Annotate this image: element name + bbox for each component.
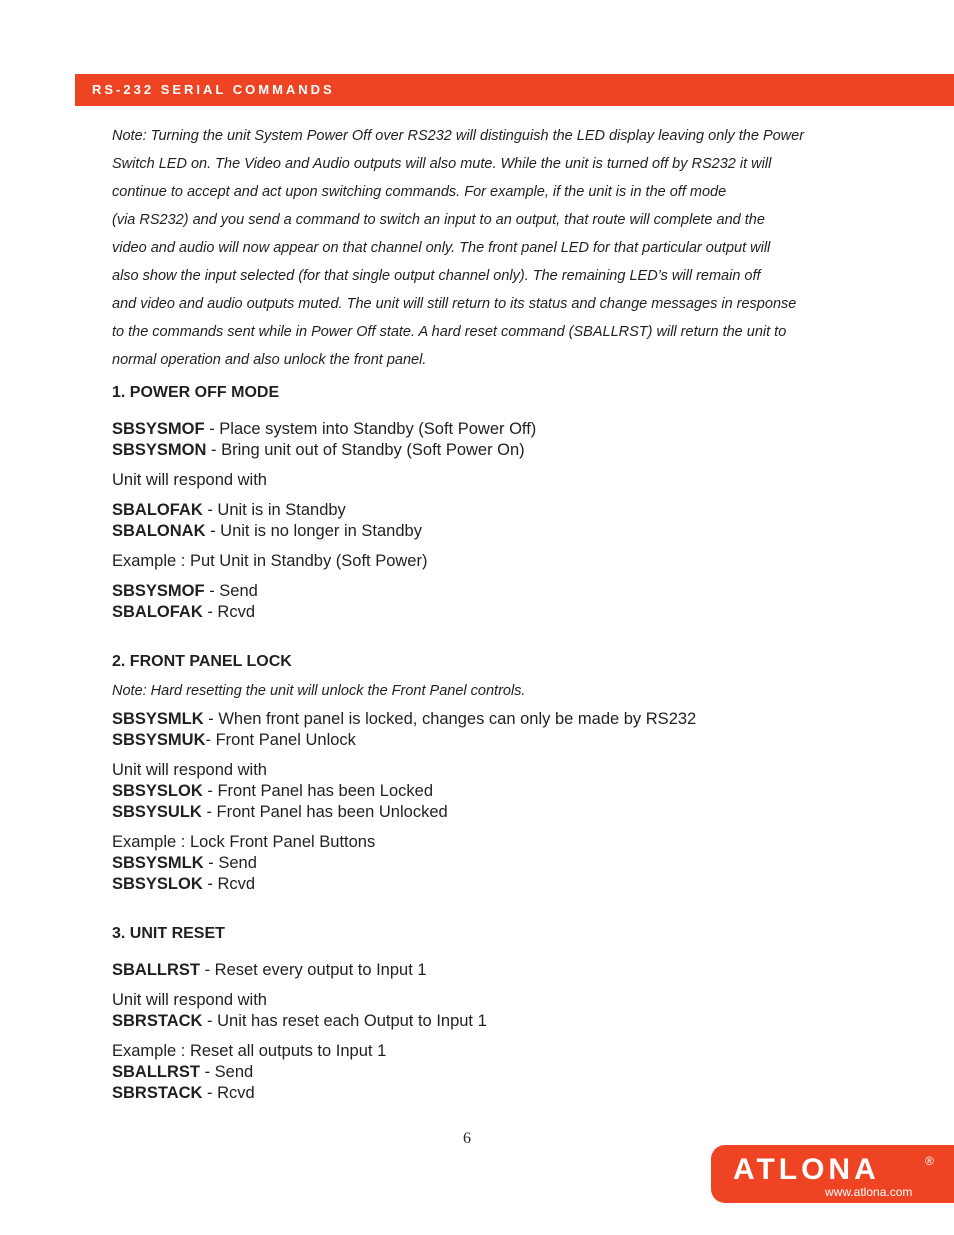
command-description: - Front Panel Unlock xyxy=(205,731,356,749)
response-code: SBALONAK xyxy=(112,522,206,540)
logo-wordmark: ATLONA xyxy=(733,1153,880,1186)
example-line xyxy=(112,1062,892,1083)
example-text: Example : Put Unit in Standby (Soft Power) xyxy=(112,552,428,570)
section-heading-unit-reset: 3. UNIT RESET xyxy=(112,925,225,942)
example-code: SBSYSLOK xyxy=(112,875,203,893)
response-description: - Unit has reset each Output to Input 1 xyxy=(202,1012,487,1030)
section-header-title: RS-232 SERIAL COMMANDS xyxy=(92,82,335,97)
response-code: SBSYSULK xyxy=(112,803,202,821)
example-description: - Send xyxy=(203,854,257,872)
command-code: SBSYSMUK xyxy=(112,731,206,749)
example-code: SBALLRST xyxy=(112,1063,200,1081)
response-description: - Front Panel has been Unlocked xyxy=(201,803,448,821)
respond-text: Unit will respond with xyxy=(112,761,267,779)
command-description: - Place system into Standby (Soft Power Off) xyxy=(204,420,537,438)
website-url: www.atlona.com xyxy=(825,1185,913,1199)
response-description: - Unit is no longer in Standby xyxy=(205,522,422,540)
command-line xyxy=(112,440,892,461)
intro-note xyxy=(112,122,892,374)
response-code: SBALOFAK xyxy=(112,501,203,519)
response-description: - Unit is in Standby xyxy=(202,501,346,519)
response-line xyxy=(112,500,892,521)
respond-text: Unit will respond with xyxy=(112,471,267,489)
example-description: - Rcvd xyxy=(202,875,256,893)
example-code: SBALOFAK xyxy=(112,603,203,621)
section-heading-front-panel-lock: 2. FRONT PANEL LOCK xyxy=(112,653,292,670)
example-text: Example : Lock Front Panel Buttons xyxy=(112,833,376,851)
command-code: SBSYSMOF xyxy=(112,420,205,438)
response-line xyxy=(112,802,892,823)
example-code: SBSYSMLK xyxy=(112,854,204,872)
example-description: - Send xyxy=(200,1063,254,1081)
example-code: SBSYSMOF xyxy=(112,582,205,600)
respond-text: Unit will respond with xyxy=(112,991,267,1009)
section-header-bar xyxy=(75,74,954,106)
example-line xyxy=(112,581,892,602)
command-description: - Reset every output to Input 1 xyxy=(200,961,427,979)
response-line xyxy=(112,1011,892,1032)
response-description: - Front Panel has been Locked xyxy=(202,782,434,800)
example-description: - Rcvd xyxy=(202,603,256,621)
command-line xyxy=(112,709,892,730)
example-line xyxy=(112,874,892,895)
intro-note-line: Note: Turning the unit System Power Off over RS232 will distinguish the LED display leaving only the Power xyxy=(112,128,805,144)
example-code: SBRSTACK xyxy=(112,1084,203,1102)
intro-note-line: continue to accept and act upon switching commands. For example, if the unit is in the off mode xyxy=(112,184,727,200)
command-code: SBSYSMON xyxy=(112,441,207,459)
response-code: SBRSTACK xyxy=(112,1012,203,1030)
response-line xyxy=(112,781,892,802)
command-description: - When front panel is locked, changes can only be made by RS232 xyxy=(203,710,697,728)
section-note: Note: Hard resetting the unit will unlock the Front Panel controls. xyxy=(112,683,526,699)
intro-note-line: Switch LED on. The Video and Audio outputs will also mute. While the unit is turned off by RS232 it will xyxy=(112,156,772,172)
command-line xyxy=(112,730,892,751)
intro-note-line: video and audio will now appear on that channel only. The front panel LED for that particular output will xyxy=(112,240,771,256)
example-description: - Rcvd xyxy=(202,1084,255,1102)
example-line xyxy=(112,853,892,874)
command-line xyxy=(112,419,892,440)
intro-note-line: also show the input selected (for that single output channel only). The remaining LED’s will remain off xyxy=(112,268,761,284)
intro-note-line: and video and audio outputs muted. The unit will still return to its status and change messages in response xyxy=(112,296,797,312)
command-code: SBSYSMLK xyxy=(112,710,204,728)
example-text: Example : Reset all outputs to Input 1 xyxy=(112,1042,387,1060)
intro-note-line: (via RS232) and you send a command to switch an input to an output, that route will complete and the xyxy=(112,212,765,228)
page-number: 6 xyxy=(463,1130,471,1147)
section-heading-power-off: 1. POWER OFF MODE xyxy=(112,384,280,401)
response-code: SBSYSLOK xyxy=(112,782,203,800)
command-line xyxy=(112,960,892,981)
atlona-logo xyxy=(711,1145,954,1203)
registered-mark: ® xyxy=(925,1154,934,1168)
command-description: - Bring unit out of Standby (Soft Power On) xyxy=(206,441,525,459)
intro-note-line: normal operation and also unlock the front panel. xyxy=(112,352,427,368)
intro-note-line: to the commands sent while in Power Off state. A hard reset command (SBALLRST) will return the unit to xyxy=(112,324,787,340)
example-line xyxy=(112,602,892,623)
page-content xyxy=(112,122,892,1104)
example-description: - Send xyxy=(204,582,258,600)
response-line xyxy=(112,521,892,542)
command-code: SBALLRST xyxy=(112,961,200,979)
example-line xyxy=(112,1083,892,1104)
